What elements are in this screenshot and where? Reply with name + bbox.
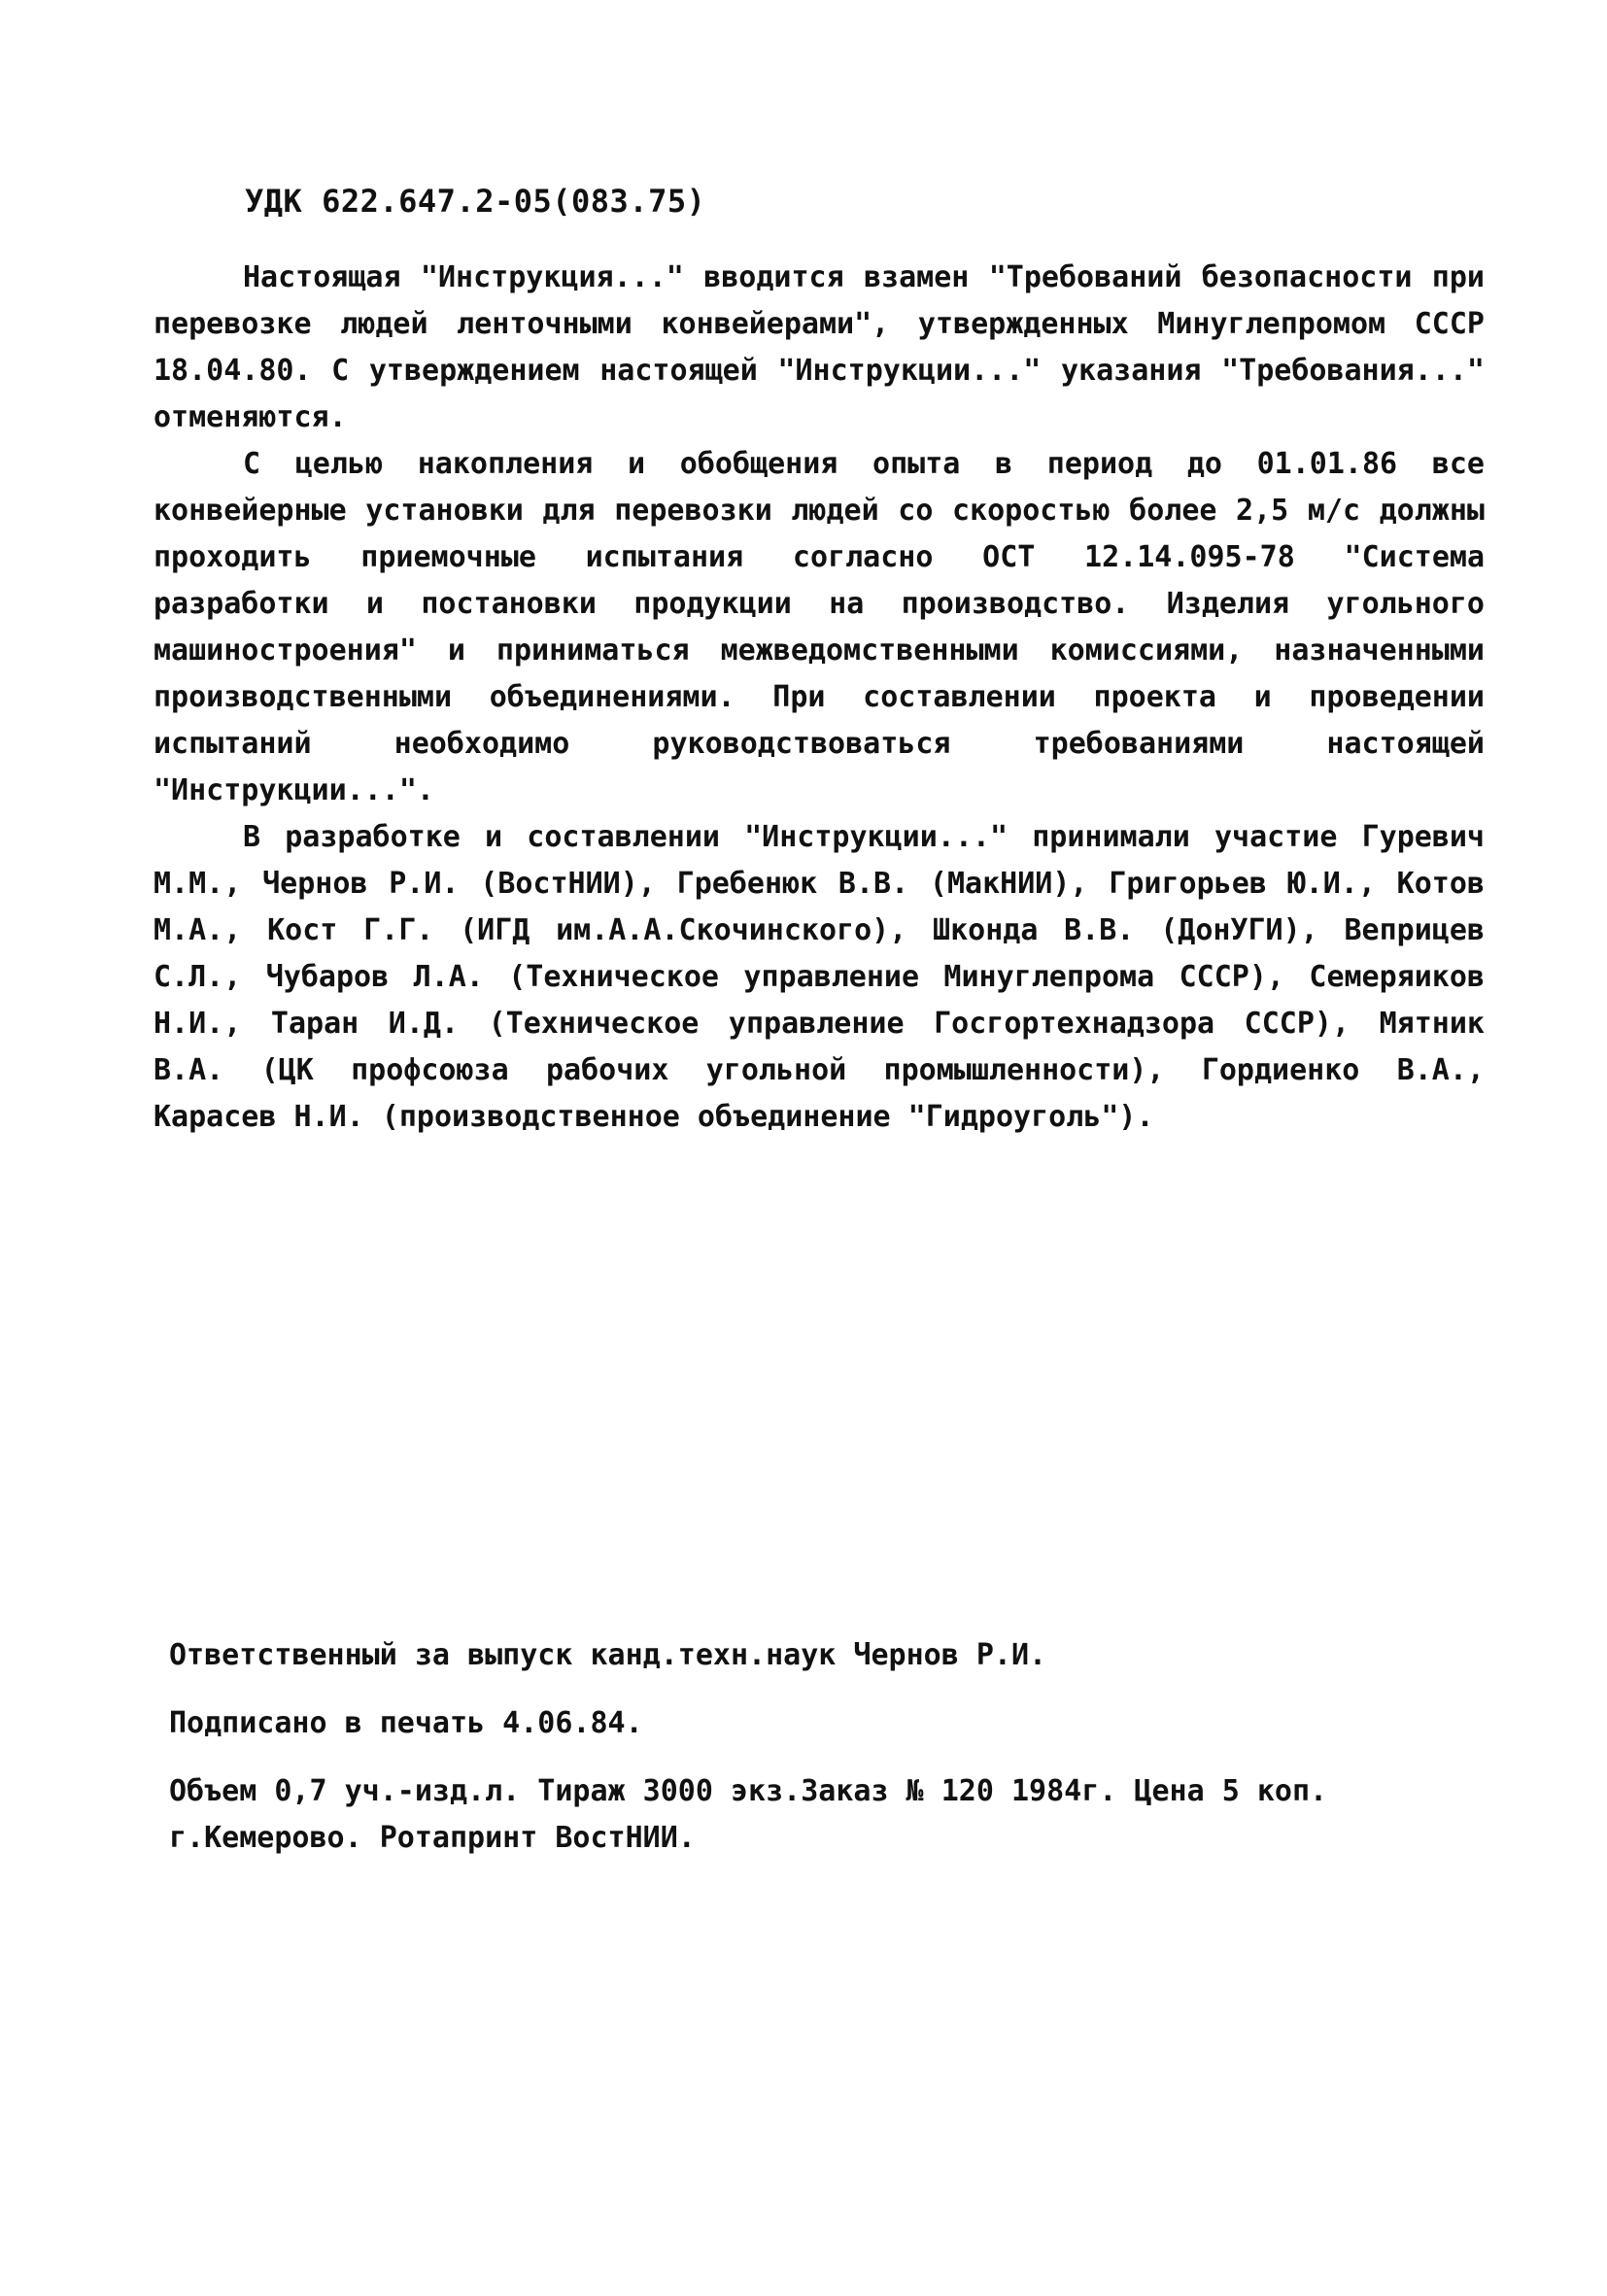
udk-code: УДК 622.647.2-05(083.75)	[245, 183, 706, 220]
paragraph-contributors: В разработке и составлении "Инструкции..." принимали участие Гуревич М.М., Чернов Р.И. (ВостНИИ), Гребенюк В.В. (МакНИИ), Григорьев Ю.И., Котов М.А., Кост Г.Г. (ИГД им.А.А.Скочинского), Шконда В.В. (ДонУГИ), Веприцев С.Л., Чубаров Л.А. (Техническое управление Минуглепрома СССР), Семеряиков Н.И., Таран И.Д. (Техническое управление Госгортехнадзора СССР), Мятник В.А. (ЦК профсоюза рабочих угольной промышленности), Гордиенко В.А., Карасев Н.И. (производственное объединение "Гидроуголь").	[154, 820, 1485, 1134]
imprint-block	[169, 1632, 1490, 1862]
paragraph-testing: С целью накопления и обобщения опыта в период до 01.01.86 все конвейерные установки для перевозки людей со скоростью более 2,5 м/с должны проходить приемочные испытания согласно ОСТ 12.14.095-78 "Система разработки и постановки продукции на производство. Изделия угольного машиностроения" и приниматься межведомственными комиссиями, назначенными производственными объединениями. При составлении проекта и проведении испытаний необходимо руководствоваться требованиями настоящей "Инструкции...".	[154, 447, 1485, 807]
imprint-responsible: Ответственный за выпуск канд.техн.наук Чернов Р.И.	[169, 1638, 1047, 1672]
imprint-volume: Объем 0,7 уч.-изд.л. Тираж 3000 экз.Заказ № 120 1984г. Цена 5 коп.	[169, 1774, 1328, 1808]
imprint-printer: г.Кемерово. Ротапринт ВостНИИ.	[169, 1821, 696, 1855]
paragraph-introduction: Настоящая "Инструкция..." вводится взамен "Требований безопасности при перевозке людей ленточными конвейерами", утвержденных Минуглепромом СССР 18.04.80. С утверждением настоящей "Инструкции..." указания "Требования..." отменяются.	[154, 260, 1485, 434]
main-text	[154, 255, 1485, 1141]
imprint-signed: Подписано в печать 4.06.84.	[169, 1706, 643, 1740]
